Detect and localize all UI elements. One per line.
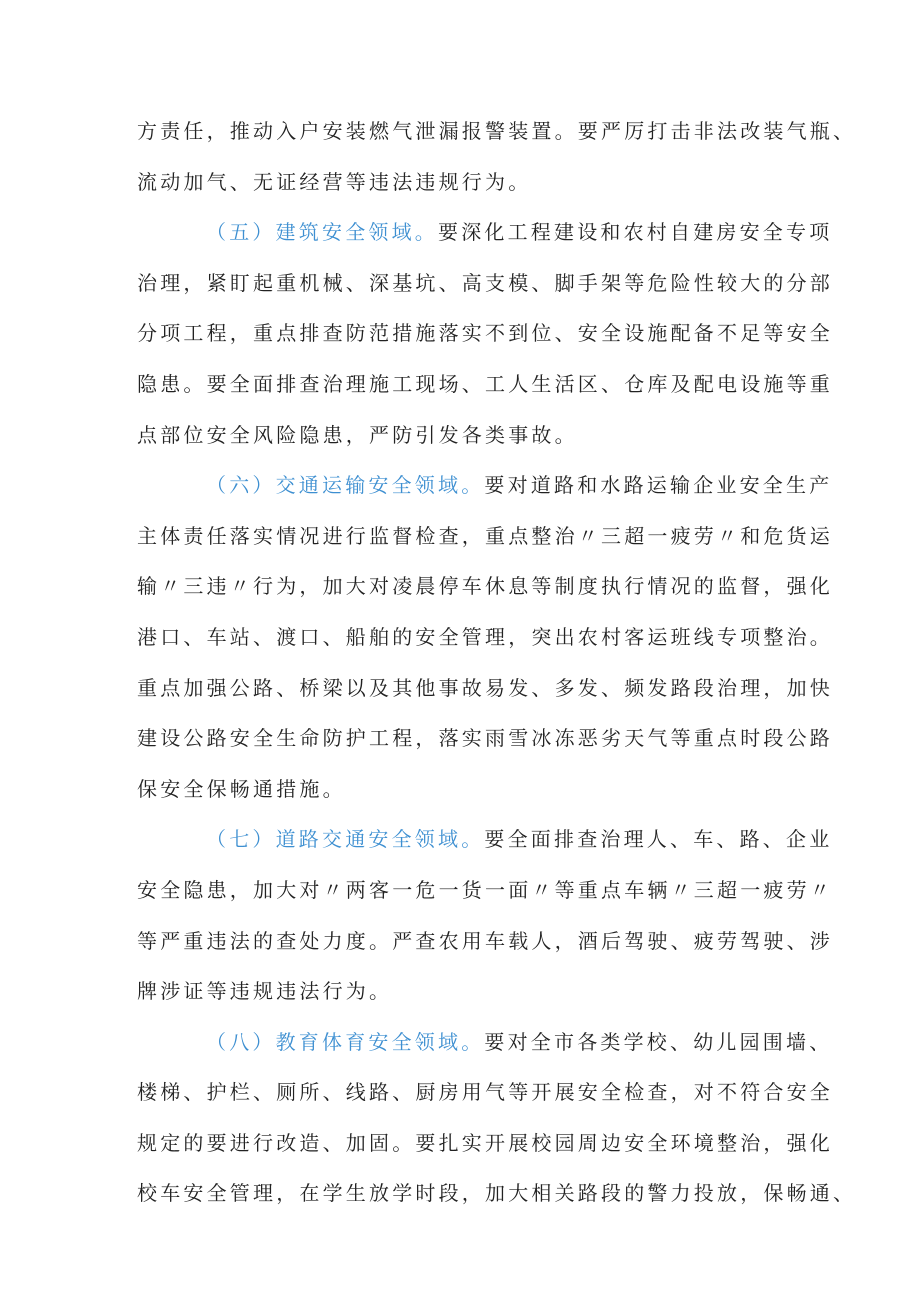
paragraph-first-line (137, 814, 833, 865)
paragraph-line: 校车安全管理，在学生放学时段，加大相关路段的警力投放，保畅通、 (137, 1181, 857, 1206)
document-body (137, 106, 857, 1219)
paragraph-text: 要对全市各类学校、幼儿园围墙、 (484, 1029, 833, 1054)
section-heading: （八）教育体育安全领域。 (206, 1029, 485, 1054)
section-heading: （六）交通运输安全领域。 (206, 473, 485, 498)
paragraph-line: 规定的要进行改造、加固。要扎实开展校园周边安全环境整治，强化 (137, 1130, 833, 1155)
paragraph-line: 输〃三违〃行为，加大对凌晨停车休息等制度执行情况的监督，强化 (137, 574, 833, 599)
paragraph-line: 保安全保畅通措施。 (137, 776, 346, 801)
paragraph-line: 主体责任落实情况进行监督检查，重点整治〃三超一疲劳〃和危货运 (137, 523, 833, 548)
paragraph-line: 安全隐患，加大对〃两客一危一货一面〃等重点车辆〃三超一疲劳〃 (137, 877, 833, 902)
paragraph-line: 方责任，推动入户安装燃气泄漏报警装置。要严厉打击非法改装气瓶、 (137, 119, 857, 143)
paragraph-line: 建设公路安全生命防护工程，落实雨雪冰冻恶劣天气等重点时段公路 (137, 726, 833, 751)
paragraph-line: 点部位安全风险隐患，严防引发各类事故。 (137, 422, 578, 447)
paragraph-first-line (137, 460, 833, 511)
paragraph-text: 要深化工程建设和农村自建房安全专项 (438, 220, 833, 245)
section-heading: （五）建筑安全领域。 (206, 220, 438, 245)
paragraph-line: 牌涉证等违规违法行为。 (137, 979, 393, 1004)
paragraph-line: 流动加气、无证经营等违法违规行为。 (137, 169, 532, 194)
paragraph-line: 重点加强公路、桥梁以及其他事故易发、多发、频发路段治理，加快 (137, 675, 833, 700)
paragraph-first-line (137, 207, 833, 258)
paragraph-text: 要对道路和水路运输企业安全生产 (484, 473, 833, 498)
paragraph-line: 隐患。要全面排查治理施工现场、工人生活区、仓库及配电设施等重 (137, 371, 833, 396)
section-heading: （七）道路交通安全领域。 (206, 827, 485, 852)
paragraph-line: 治理，紧盯起重机械、深基坑、高支模、脚手架等危险性较大的分部 (137, 270, 833, 295)
paragraph-line: 等严重违法的查处力度。严查农用车载人，酒后驾驶、疲劳驾驶、涉 (137, 928, 833, 953)
paragraph-text: 要全面排查治理人、车、路、企业 (484, 827, 833, 852)
paragraph-first-line (137, 1017, 833, 1068)
paragraph-line: 港口、车站、渡口、船舶的安全管理，突出农村客运班线专项整治。 (137, 624, 833, 649)
paragraph-line: 楼梯、护栏、厕所、线路、厨房用气等开展安全检查，对不符合安全 (137, 1080, 833, 1105)
paragraph-line: 分项工程，重点排查防范措施落实不到位、安全设施配备不足等安全 (137, 321, 833, 346)
